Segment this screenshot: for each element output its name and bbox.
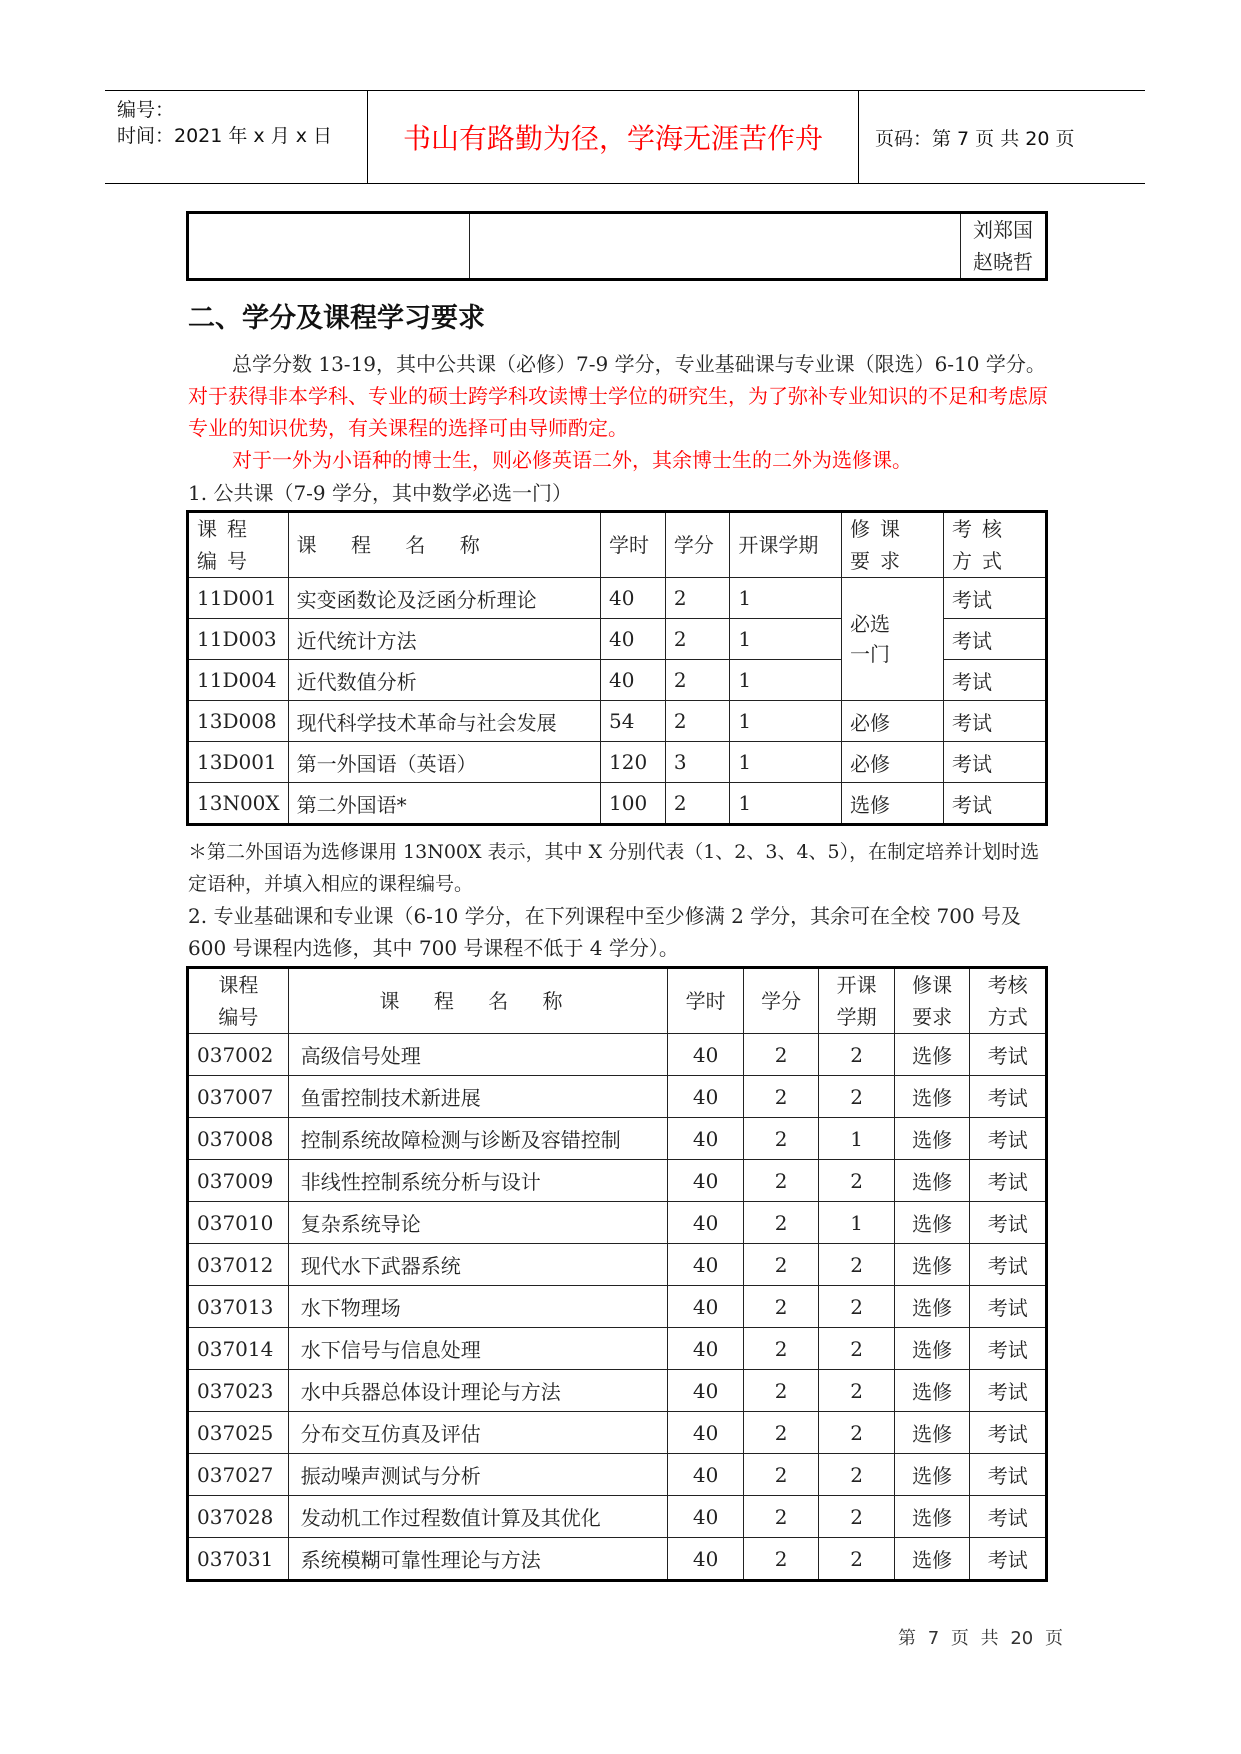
course-hours: 40 bbox=[668, 1454, 744, 1496]
course-assessment: 考试 bbox=[970, 1286, 1047, 1328]
course-term: 1 bbox=[730, 578, 842, 619]
course-term: 2 bbox=[819, 1328, 895, 1370]
course-credits: 2 bbox=[743, 1370, 819, 1412]
course-name: 近代数值分析 bbox=[288, 660, 600, 701]
course-credits: 2 bbox=[743, 1538, 819, 1581]
course-credits: 2 bbox=[743, 1412, 819, 1454]
table-row bbox=[188, 1202, 1047, 1244]
course-hours: 54 bbox=[601, 701, 666, 742]
course-assessment: 考试 bbox=[970, 1244, 1047, 1286]
major-course-table bbox=[186, 966, 1048, 1582]
course-hours: 40 bbox=[668, 1328, 744, 1370]
instructor-name: 赵晓哲 bbox=[973, 250, 1033, 274]
empty-cell bbox=[188, 213, 470, 280]
continued-table bbox=[186, 211, 1048, 281]
course-name: 非线性控制系统分析与设计 bbox=[288, 1160, 668, 1202]
course-credits: 2 bbox=[743, 1496, 819, 1538]
requirement-line: 一门 bbox=[849, 642, 890, 666]
header-meta bbox=[105, 91, 368, 183]
course-code: 037010 bbox=[188, 1202, 289, 1244]
instructor-names-cell bbox=[961, 213, 1047, 280]
course-requirement: 选修 bbox=[894, 1370, 970, 1412]
header-line: 学期 bbox=[836, 1005, 877, 1029]
course-hours: 40 bbox=[668, 1160, 744, 1202]
major-course-rows bbox=[188, 1034, 1047, 1581]
course-requirement: 选修 bbox=[894, 1202, 970, 1244]
foreign-language-footnote: ＊第二外国语为选修课用 13N00X 表示，其中 X 分别代表（1、2、3、4、5），在制定培养计划时选定语种，并填入相应的课程编号。 bbox=[188, 841, 1040, 895]
course-assessment: 考试 bbox=[970, 1412, 1047, 1454]
course-credits: 2 bbox=[743, 1118, 819, 1160]
course-credits: 2 bbox=[743, 1202, 819, 1244]
course-credits: 2 bbox=[665, 660, 730, 701]
section-title: 二、学分及课程学习要求 bbox=[188, 303, 485, 334]
course-assessment: 考试 bbox=[970, 1454, 1047, 1496]
course-assessment: 考试 bbox=[943, 701, 1046, 742]
serial-label: 编号： bbox=[117, 99, 175, 121]
course-name: 现代科学技术革命与社会发展 bbox=[288, 701, 600, 742]
course-assessment: 考试 bbox=[970, 1034, 1047, 1076]
course-requirement: 选修 bbox=[894, 1454, 970, 1496]
course-hours: 40 bbox=[668, 1118, 744, 1160]
course-name: 系统模糊可靠性理论与方法 bbox=[288, 1538, 668, 1581]
public-course-heading: 1. 公共课（7-9 学分，其中数学必选一门） bbox=[188, 481, 573, 505]
course-requirement-merged bbox=[841, 578, 943, 701]
course-assessment: 考试 bbox=[970, 1160, 1047, 1202]
course-assessment: 考试 bbox=[943, 783, 1046, 825]
course-code: 037012 bbox=[188, 1244, 289, 1286]
course-assessment: 考试 bbox=[970, 1370, 1047, 1412]
course-term: 1 bbox=[730, 742, 842, 783]
page-header bbox=[105, 90, 1145, 184]
course-credits: 2 bbox=[665, 701, 730, 742]
course-code: 11D003 bbox=[188, 619, 289, 660]
course-code: 037009 bbox=[188, 1160, 289, 1202]
course-requirement: 选修 bbox=[894, 1118, 970, 1160]
course-credits: 2 bbox=[665, 619, 730, 660]
header-requirement: 修课要求 bbox=[841, 512, 943, 578]
course-hours: 40 bbox=[668, 1538, 744, 1581]
course-requirement: 选修 bbox=[894, 1244, 970, 1286]
header-name: 课 程 名 称 bbox=[288, 512, 600, 578]
table-row bbox=[188, 1118, 1047, 1160]
course-credits: 2 bbox=[665, 578, 730, 619]
table-row bbox=[188, 1454, 1047, 1496]
course-term: 2 bbox=[819, 1370, 895, 1412]
header-code bbox=[188, 968, 289, 1034]
course-term: 1 bbox=[730, 619, 842, 660]
header-motto-cell bbox=[368, 91, 859, 183]
header-code: 课程编号 bbox=[188, 512, 289, 578]
table-row bbox=[188, 1538, 1047, 1581]
course-term: 2 bbox=[819, 1244, 895, 1286]
course-credits: 2 bbox=[665, 783, 730, 825]
requirement-line: 必选 bbox=[849, 612, 890, 636]
table-header-row bbox=[188, 512, 1047, 578]
header-line: 修课 bbox=[912, 973, 953, 997]
course-term: 2 bbox=[819, 1538, 895, 1581]
header-line: 考核 bbox=[987, 973, 1028, 997]
course-code: 037028 bbox=[188, 1496, 289, 1538]
course-name: 水中兵器总体设计理论与方法 bbox=[288, 1370, 668, 1412]
course-assessment: 考试 bbox=[970, 1328, 1047, 1370]
table-row bbox=[188, 783, 1047, 825]
course-requirement: 选修 bbox=[894, 1328, 970, 1370]
course-term: 1 bbox=[730, 660, 842, 701]
course-name: 分布交互仿真及评估 bbox=[288, 1412, 668, 1454]
header-line: 方式 bbox=[987, 1005, 1028, 1029]
course-assessment: 考试 bbox=[970, 1076, 1047, 1118]
header-line: 编号 bbox=[218, 1005, 259, 1029]
course-code: 13D008 bbox=[188, 701, 289, 742]
course-code: 037027 bbox=[188, 1454, 289, 1496]
major-course-heading: 2. 专业基础课和专业课（6-10 学分，在下列课程中至少修满 2 学分，其余可在全校 700 号及 600 号课程内选修，其中 700 号课程不低于 4 学分）。 bbox=[188, 904, 1022, 960]
course-credits: 2 bbox=[743, 1076, 819, 1118]
course-hours: 40 bbox=[601, 619, 666, 660]
table-header-row bbox=[188, 968, 1047, 1034]
header-assessment bbox=[970, 968, 1047, 1034]
course-term: 1 bbox=[819, 1118, 895, 1160]
header-line: 课程 bbox=[218, 973, 259, 997]
course-name: 控制系统故障检测与诊断及容错控制 bbox=[288, 1118, 668, 1160]
course-code: 13N00X bbox=[188, 783, 289, 825]
course-name: 实变函数论及泛函分析理论 bbox=[288, 578, 600, 619]
header-page-info: 页码：第 7 页 共 20 页 bbox=[875, 127, 1075, 150]
header-credits: 学分 bbox=[743, 968, 819, 1034]
course-code: 037014 bbox=[188, 1328, 289, 1370]
course-code: 037002 bbox=[188, 1034, 289, 1076]
course-name: 第二外国语* bbox=[288, 783, 600, 825]
course-credits: 2 bbox=[743, 1286, 819, 1328]
course-term: 2 bbox=[819, 1160, 895, 1202]
course-code: 037023 bbox=[188, 1370, 289, 1412]
course-name: 高级信号处理 bbox=[288, 1034, 668, 1076]
course-credits: 3 bbox=[665, 742, 730, 783]
course-requirement: 选修 bbox=[894, 1076, 970, 1118]
course-requirement: 选修 bbox=[841, 783, 943, 825]
course-assessment: 考试 bbox=[943, 619, 1046, 660]
course-requirement: 必修 bbox=[841, 701, 943, 742]
course-code: 037007 bbox=[188, 1076, 289, 1118]
course-term: 2 bbox=[819, 1034, 895, 1076]
table-row bbox=[188, 578, 1047, 619]
cross-discipline-note: 对于获得非本学科、专业的硕士跨学科攻读博士学位的研究生，为了弥补专业知识的不足和考虑原专业的知识优势，有关课程的选择可由导师酌定。 bbox=[188, 384, 1048, 440]
course-requirement: 选修 bbox=[894, 1034, 970, 1076]
course-name: 第一外国语（英语） bbox=[288, 742, 600, 783]
page-footer: 第 7 页 共 20 页 bbox=[898, 1628, 1063, 1649]
course-hours: 40 bbox=[668, 1202, 744, 1244]
course-name: 振动噪声测试与分析 bbox=[288, 1454, 668, 1496]
course-credits: 2 bbox=[743, 1244, 819, 1286]
course-name: 水下物理场 bbox=[288, 1286, 668, 1328]
course-code: 037008 bbox=[188, 1118, 289, 1160]
course-name: 复杂系统导论 bbox=[288, 1202, 668, 1244]
course-assessment: 考试 bbox=[970, 1202, 1047, 1244]
header-term: 开课学期 bbox=[730, 512, 842, 578]
course-credits: 2 bbox=[743, 1160, 819, 1202]
course-assessment: 考试 bbox=[943, 660, 1046, 701]
course-assessment: 考试 bbox=[943, 742, 1046, 783]
course-term: 2 bbox=[819, 1076, 895, 1118]
course-hours: 40 bbox=[668, 1034, 744, 1076]
course-term: 2 bbox=[819, 1286, 895, 1328]
header-hours: 学时 bbox=[601, 512, 666, 578]
header-line: 要求 bbox=[912, 1005, 953, 1029]
table-row bbox=[188, 1160, 1047, 1202]
course-requirement: 选修 bbox=[894, 1160, 970, 1202]
course-name: 鱼雷控制技术新进展 bbox=[288, 1076, 668, 1118]
table-row bbox=[188, 1286, 1047, 1328]
course-requirement: 选修 bbox=[894, 1496, 970, 1538]
course-term: 1 bbox=[730, 783, 842, 825]
course-code: 11D004 bbox=[188, 660, 289, 701]
table-row bbox=[188, 742, 1047, 783]
course-requirement: 选修 bbox=[894, 1286, 970, 1328]
course-code: 037013 bbox=[188, 1286, 289, 1328]
course-name: 水下信号与信息处理 bbox=[288, 1328, 668, 1370]
course-assessment: 考试 bbox=[970, 1118, 1047, 1160]
table-row bbox=[188, 1370, 1047, 1412]
course-credits: 2 bbox=[743, 1328, 819, 1370]
course-requirement: 选修 bbox=[894, 1538, 970, 1581]
course-assessment: 考试 bbox=[970, 1496, 1047, 1538]
course-hours: 120 bbox=[601, 742, 666, 783]
course-term: 2 bbox=[819, 1496, 895, 1538]
credit-paragraph bbox=[188, 348, 1058, 444]
course-name: 发动机工作过程数值计算及其优化 bbox=[288, 1496, 668, 1538]
table-row bbox=[188, 1412, 1047, 1454]
course-name: 近代统计方法 bbox=[288, 619, 600, 660]
table-row bbox=[188, 1328, 1047, 1370]
table-row bbox=[188, 1496, 1047, 1538]
course-term: 2 bbox=[819, 1454, 895, 1496]
course-assessment: 考试 bbox=[970, 1538, 1047, 1581]
course-hours: 40 bbox=[601, 660, 666, 701]
course-hours: 40 bbox=[668, 1286, 744, 1328]
course-hours: 40 bbox=[668, 1496, 744, 1538]
course-code: 037031 bbox=[188, 1538, 289, 1581]
table-row bbox=[188, 701, 1047, 742]
course-assessment: 考试 bbox=[943, 578, 1046, 619]
course-code: 037025 bbox=[188, 1412, 289, 1454]
table-row bbox=[188, 1034, 1047, 1076]
header-credits: 学分 bbox=[665, 512, 730, 578]
course-hours: 100 bbox=[601, 783, 666, 825]
course-code: 11D001 bbox=[188, 578, 289, 619]
course-requirement: 选修 bbox=[894, 1412, 970, 1454]
credit-summary-text: 总学分数 13-19，其中公共课（必修）7-9 学分，专业基础课与专业课（限选）6-10 学分。 bbox=[232, 352, 1046, 376]
header-page-cell bbox=[859, 91, 1145, 183]
course-hours: 40 bbox=[668, 1412, 744, 1454]
empty-cell bbox=[470, 213, 961, 280]
header-assessment: 考核方式 bbox=[943, 512, 1046, 578]
course-term: 2 bbox=[819, 1412, 895, 1454]
public-course-table bbox=[186, 510, 1048, 826]
header-name: 课 程 名 称 bbox=[288, 968, 668, 1034]
time-label: 时间：2021 年 x 月 x 日 bbox=[117, 125, 333, 147]
course-hours: 40 bbox=[668, 1244, 744, 1286]
course-hours: 40 bbox=[668, 1076, 744, 1118]
instructor-name: 刘郑国 bbox=[973, 218, 1033, 242]
header-term bbox=[819, 968, 895, 1034]
header-requirement bbox=[894, 968, 970, 1034]
header-motto: 书山有路勤为径，学海无涯苦作舟 bbox=[402, 122, 823, 155]
course-term: 1 bbox=[730, 701, 842, 742]
course-code: 13D001 bbox=[188, 742, 289, 783]
foreign-language-note: 对于一外为小语种的博士生，则必修英语二外，其余博士生的二外为选修课。 bbox=[232, 448, 912, 472]
course-credits: 2 bbox=[743, 1034, 819, 1076]
table-row bbox=[188, 1076, 1047, 1118]
course-term: 1 bbox=[819, 1202, 895, 1244]
course-credits: 2 bbox=[743, 1454, 819, 1496]
table-row bbox=[188, 1244, 1047, 1286]
header-hours: 学时 bbox=[668, 968, 744, 1034]
header-line: 开课 bbox=[836, 973, 877, 997]
course-name: 现代水下武器系统 bbox=[288, 1244, 668, 1286]
course-requirement: 必修 bbox=[841, 742, 943, 783]
course-hours: 40 bbox=[668, 1370, 744, 1412]
course-hours: 40 bbox=[601, 578, 666, 619]
table-row bbox=[188, 213, 1047, 280]
